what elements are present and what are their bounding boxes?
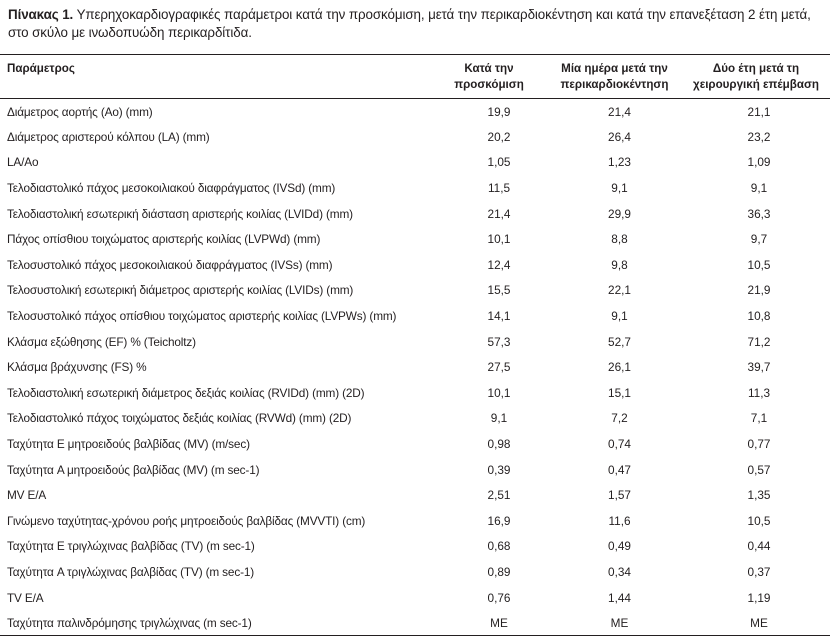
- cell-admission: 16,9: [487, 513, 511, 528]
- cell-day-after: 26,1: [608, 360, 631, 375]
- cell-day-after: 1,57: [608, 488, 631, 503]
- cell-parameter: Τελοσυστολικό πάχος οπίσθιου τοιχώματος αριστερής κοιλίας (LVPWs) (mm): [7, 309, 397, 324]
- cell-two-years: 36,3: [747, 206, 771, 221]
- cell-admission: 57,3: [487, 334, 511, 349]
- cell-admission: ΜΕ: [490, 615, 508, 630]
- cell-parameter: TV E/A: [7, 590, 44, 605]
- table-row: [0, 252, 830, 278]
- cell-two-years: 0,44: [747, 539, 771, 554]
- cell-parameter: MV E/A: [7, 488, 47, 503]
- cell-admission: 11,5: [487, 181, 511, 196]
- table-row: [0, 431, 830, 457]
- table-row: [0, 278, 830, 304]
- cell-two-years: 9,1: [750, 181, 768, 196]
- cell-day-after: 0,74: [608, 437, 631, 452]
- cell-day-after: 15,1: [608, 385, 631, 400]
- cell-two-years: 7,1: [750, 411, 768, 426]
- cell-admission: 9,1: [490, 411, 508, 426]
- cell-parameter: Κλάσμα βράχυνσης (FS) %: [7, 360, 147, 375]
- cell-two-years: 11,3: [747, 385, 771, 400]
- cell-admission: 0,68: [487, 539, 511, 554]
- table-row: [0, 201, 830, 227]
- cell-parameter: Τελοδιαστολικό πάχος μεσοκοιλιακού διαφράγματος (IVSd) (mm): [7, 181, 336, 196]
- cell-admission: 1,05: [487, 155, 511, 170]
- cell-parameter: Πάχος οπίσθιου τοιχώματος αριστερής κοιλίας (LVPWd) (mm): [7, 232, 321, 247]
- cell-admission: 19,9: [487, 104, 511, 119]
- cell-two-years: 9,7: [750, 232, 768, 247]
- cell-day-after: 0,34: [608, 564, 631, 579]
- cell-day-after: 1,23: [608, 155, 631, 170]
- table-row: [0, 380, 830, 406]
- table-body: [0, 99, 830, 636]
- cell-admission: 15,5: [487, 283, 511, 298]
- cell-day-after: 0,47: [608, 462, 631, 477]
- echo-parameters-table: [0, 54, 830, 636]
- cell-day-after: 52,7: [608, 334, 631, 349]
- header-admission-line2: προσκόμιση: [454, 78, 524, 91]
- cell-two-years: 71,2: [747, 334, 771, 349]
- cell-admission: 10,1: [487, 385, 511, 400]
- cell-day-after: 0,49: [608, 539, 631, 554]
- cell-day-after: 1,44: [608, 590, 631, 605]
- header-two-years: [682, 55, 830, 99]
- cell-day-after: 22,1: [608, 283, 631, 298]
- cell-parameter: Τελοδιαστολικό πάχος τοιχώματος δεξιάς κοιλίας (RVWd) (mm) (2D): [7, 411, 352, 426]
- cell-parameter: Διάμετρος αορτής (Ao) (mm): [7, 104, 153, 119]
- cell-two-years: 23,2: [747, 129, 771, 144]
- cell-admission: 2,51: [487, 488, 511, 503]
- table-header: [0, 55, 830, 99]
- cell-admission: 0,76: [487, 590, 511, 605]
- header-day-after: [547, 55, 682, 99]
- cell-parameter: Τελοσυστολικό πάχος μεσοκοιλιακού διαφράγματος (IVSs) (mm): [7, 257, 333, 272]
- cell-two-years: 21,9: [747, 283, 771, 298]
- cell-parameter: Γινώμενο ταχύτητας-χρόνου ροής μητροειδούς βαλβίδας (MVVTI) (cm): [7, 513, 366, 528]
- table-row: [0, 124, 830, 150]
- cell-day-after: ΜΕ: [610, 615, 629, 630]
- table-row: [0, 354, 830, 380]
- cell-day-after: 8,8: [611, 232, 628, 247]
- cell-admission: 0,89: [487, 564, 511, 579]
- cell-admission: 0,98: [487, 437, 511, 452]
- cell-day-after: 29,9: [608, 206, 631, 221]
- table-row: [0, 559, 830, 585]
- table-row: [0, 303, 830, 329]
- cell-two-years: 0,37: [747, 564, 771, 579]
- cell-two-years: 1,35: [747, 488, 771, 503]
- cell-parameter: Ταχύτητα E μητροειδούς βαλβίδας (MV) (m/sec): [7, 437, 250, 452]
- cell-two-years: 0,77: [747, 437, 771, 452]
- cell-parameter: Διάμετρος αριστερού κόλπου (LA) (mm): [7, 129, 210, 144]
- header-parameter-label: Παράμετρος: [7, 62, 75, 75]
- table-row: [0, 99, 830, 125]
- cell-admission: 12,4: [487, 257, 511, 272]
- cell-two-years: 21,1: [747, 104, 771, 119]
- cell-parameter: Τελοδιαστολική εσωτερική διάσταση αριστερής κοιλίας (LVIDd) (mm): [7, 206, 353, 221]
- cell-day-after: 9,1: [611, 309, 628, 324]
- cell-parameter: Ταχύτητα A μητροειδούς βαλβίδας (MV) (m sec-1): [7, 462, 260, 477]
- cell-parameter: Τελοσυστολική εσωτερική διάμετρος αριστερής κοιλίας (LVIDs) (mm): [7, 283, 354, 298]
- cell-two-years: 10,8: [747, 309, 771, 324]
- cell-admission: 0,39: [487, 462, 511, 477]
- cell-parameter: Ταχύτητα E τριγλώχινας βαλβίδας (TV) (m sec-1): [7, 539, 255, 554]
- cell-day-after: 26,4: [608, 129, 631, 144]
- cell-parameter: Τελοδιαστολική εσωτερική διάμετρος δεξιάς κοιλίας (RVIDd) (mm) (2D): [7, 385, 365, 400]
- table-row: [0, 457, 830, 483]
- cell-parameter: LA/Ao: [7, 155, 39, 170]
- cell-day-after: 7,2: [611, 411, 628, 426]
- cell-two-years: 0,57: [747, 462, 771, 477]
- cell-admission: 14,1: [487, 309, 511, 324]
- table-row: [0, 585, 830, 611]
- cell-two-years: 1,19: [747, 590, 771, 605]
- cell-two-years: 10,5: [747, 513, 771, 528]
- table-caption-text: Υπερηχοκαρδιογραφικές παράμετροι κατά την προσκόμιση, μετά την περικαρδιοκέντηση και κατά την επανεξέταση 2 έτη μετά, στο σκύλο με ινωδοπυώδη περικαρδίτιδα.: [8, 7, 811, 40]
- cell-parameter: Κλάσμα εξώθησης (EF) % (Teicholtz): [7, 334, 196, 349]
- header-parameter: [0, 55, 431, 99]
- cell-two-years: 10,5: [747, 257, 771, 272]
- table-caption: [8, 6, 820, 42]
- cell-admission: 21,4: [487, 206, 511, 221]
- cell-parameter: Ταχύτητα A τριγλώχινας βαλβίδας (TV) (m sec-1): [7, 564, 255, 579]
- table-header-row: [0, 55, 830, 99]
- table-row: [0, 175, 830, 201]
- cell-two-years: ΜΕ: [750, 615, 768, 630]
- cell-two-years: 1,09: [747, 155, 771, 170]
- header-admission-line1: Κατά την: [464, 62, 514, 75]
- cell-admission: 10,1: [487, 232, 511, 247]
- table-row: [0, 610, 830, 636]
- table-row: [0, 482, 830, 508]
- header-two-years-line1: Δύο έτη μετά τη: [712, 62, 800, 75]
- table-row: [0, 150, 830, 176]
- cell-parameter: Ταχύτητα παλινδρόμησης τριγλώχινας (m sec-1): [7, 615, 252, 630]
- cell-day-after: 9,1: [611, 181, 628, 196]
- cell-day-after: 21,4: [608, 104, 631, 119]
- table-row: [0, 534, 830, 560]
- cell-two-years: 39,7: [747, 360, 771, 375]
- header-admission: [431, 55, 547, 99]
- cell-day-after: 9,8: [611, 257, 628, 272]
- header-day-after-line2: περικαρδιοκέντηση: [560, 78, 669, 91]
- table-row: [0, 406, 830, 432]
- table-caption-label: Πίνακας 1.: [8, 7, 74, 22]
- cell-day-after: 11,6: [608, 513, 631, 528]
- header-day-after-line1: Μία ημέρα μετά την: [561, 62, 668, 75]
- table-row: [0, 329, 830, 355]
- echo-parameters-table-container: [0, 54, 830, 636]
- cell-admission: 27,5: [487, 360, 511, 375]
- header-two-years-line2: χειρουργική επέμβαση: [693, 78, 819, 91]
- cell-admission: 20,2: [487, 129, 511, 144]
- table-row: [0, 508, 830, 534]
- table-row: [0, 226, 830, 252]
